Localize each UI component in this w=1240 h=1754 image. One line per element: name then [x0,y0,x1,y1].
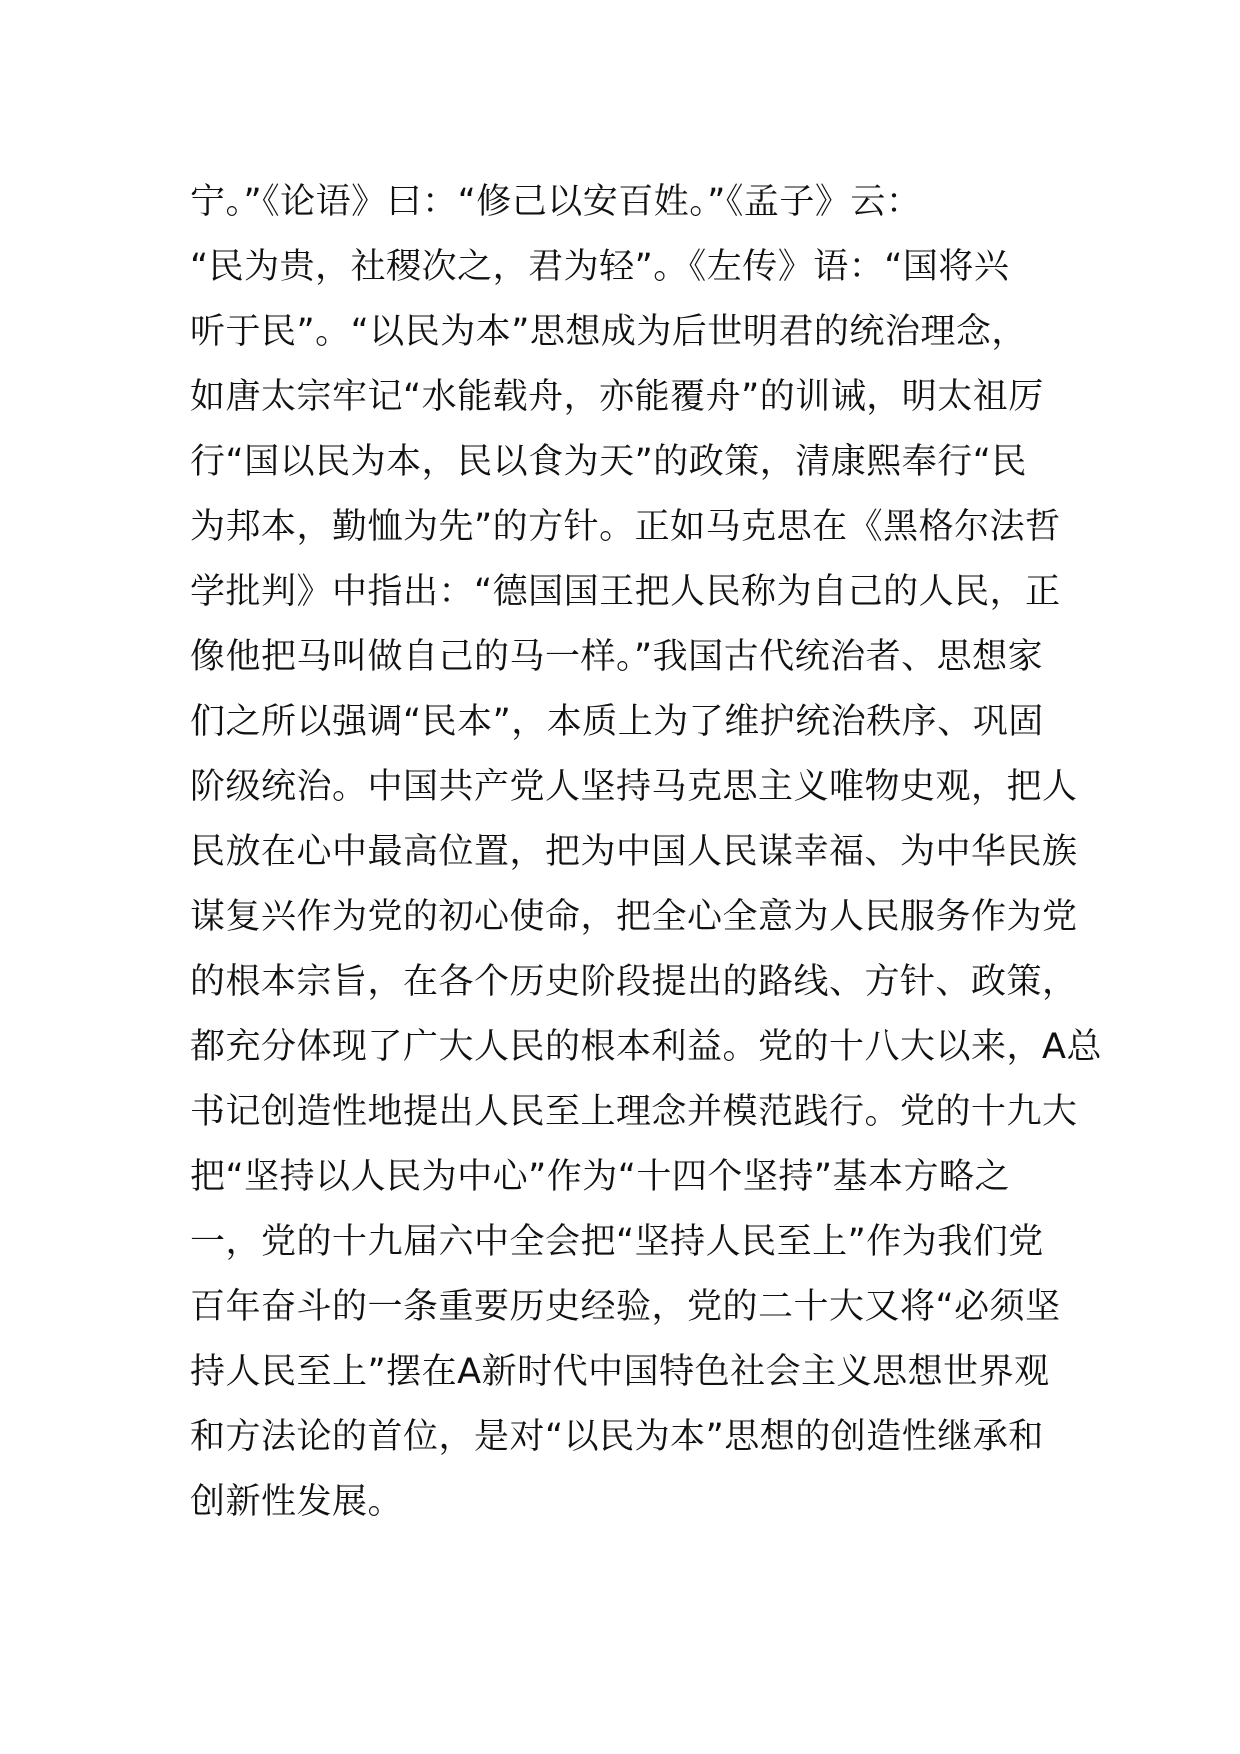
text-line: 听于民”。“以民为本”思想成为后世明君的统治理念， [190,312,1027,352]
text-line: 把“坚持以人民为中心”作为“十四个坚持”基本方略之 [190,1157,1011,1197]
text-line: 一，党的十九届六中全会把“坚持人民至上”作为我们党 [190,1222,1044,1262]
text-line: 行“国以民为本，民以食为天”的政策，清康熙奉行“民 [190,442,1027,482]
text-line: 书记创造性地提出人民至上理念并模范践行。党的十九大 [190,1092,1078,1132]
text-line: 宁。”《论语》曰：“修己以安百姓。”《孟子》云： [190,182,922,222]
text-line: 谋复兴作为党的初心使命，把全心全意为人民服务作为党 [190,897,1078,937]
text-line: 民放在心中最高位置，把为中国人民谋幸福、为中华民族 [190,832,1078,872]
body-paragraph [190,170,1102,1535]
text-line: 学批判》中指出：“德国国王把人民称为自己的人民，正 [190,572,1061,612]
text-line: 们之所以强调“民本”，本质上为了维护统治秩序、巩固 [190,702,1044,742]
text-line: 百年奋斗的一条重要历史经验，党的二十大又将“必须坚 [190,1287,1061,1327]
text-line: 创新性发展。 [190,1482,404,1522]
text-line: “民为贵，社稷次之，君为轻”。《左传》语：“国将兴 [190,247,1010,287]
text-line: 的根本宗旨，在各个历史阶段提出的路线、方针、政策， [190,962,1078,1002]
text-line: 都充分体现了广大人民的根本利益。党的十八大以来，A总 [190,1027,1102,1067]
text-line: 为邦本，勤恤为先”的方针。正如马克思在《黑格尔法哲 [190,507,1061,547]
text-line: 如唐太宗牢记“水能载舟，亦能覆舟”的训诫，明太祖厉 [190,377,1044,417]
text-line: 像他把马叫做自己的马一样。”我国古代统治者、思想家 [190,637,1044,677]
text-line: 持人民至上”摆在A新时代中国特色社会主义思想世界观 [190,1352,1050,1392]
text-line: 和方法论的首位，是对“以民为本”思想的创造性继承和 [190,1417,1044,1457]
text-line: 阶级统治。中国共产党人坚持马克思主义唯物史观，把人 [190,767,1078,807]
